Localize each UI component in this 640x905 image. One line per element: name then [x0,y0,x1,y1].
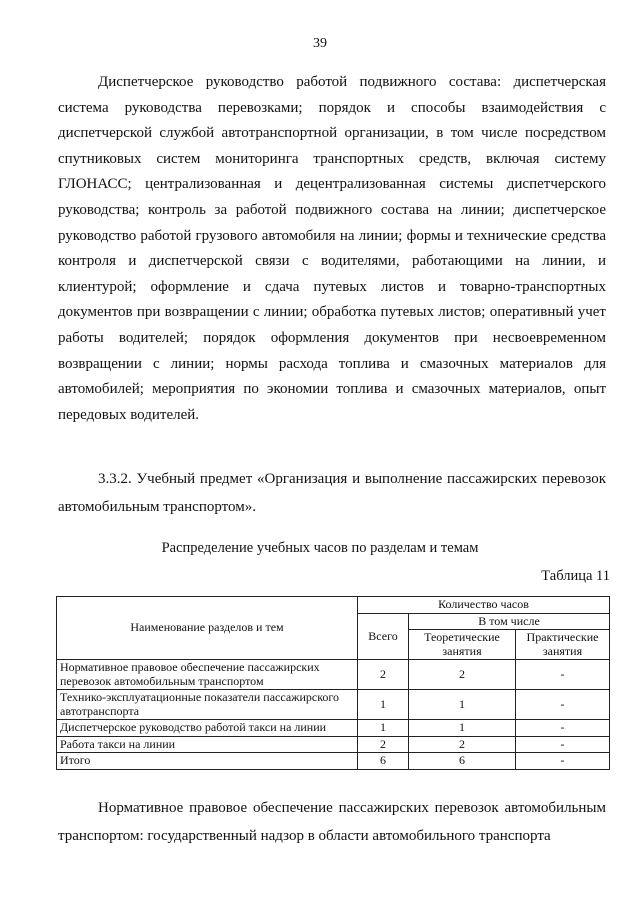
table-caption: Распределение учебных часов по разделам и темам [161,540,479,556]
table-label: Таблица 11 [541,568,610,584]
row-name: Итого [57,753,358,770]
row-theory: 1 [409,720,516,737]
row-name: Нормативное правовое обеспечение пассажирских перевозок автомобильным транспортом [57,660,358,690]
row-total: 2 [358,736,409,753]
row-theory: 2 [409,736,516,753]
table-row [57,660,610,690]
row-practice: - [516,736,610,753]
row-theory: 2 [409,660,516,690]
header-including: В том числе [409,613,610,630]
row-total: 6 [358,753,409,770]
header-practice: Практические занятия [516,630,610,660]
row-practice: - [516,720,610,737]
paragraph-dispatch-management: Диспетчерское руководство работой подвижного состава: диспетчерская система руководства перевозками; порядок и способы взаимодействия с диспетчерской службой автотранспортной организации, в том числе посредством спутниковых систем мониторинга транспортных средств, включая систему ГЛОНАСС; централизованная и децентрализованная системы диспетчерского руководства; контроль за работой подвижного состава на линии; диспетчерское руководство работой грузового автомобиля на линии; формы и технические средства контроля и диспетчерской связи с водителями, работающими на линии, и клиентурой; оформление и сдача путевых листов и товарно-транспортных документов при возвращении с линии; обработка путевых листов; оперативный учет работы водителей; порядок оформления документов при несвоевременном возвращении с линии; нормы расхода топлива и смазочных материалов для автомобилей; мероприятия по экономии топлива и смазочных материалов, опыт передовых водителей. [58,74,606,423]
row-total: 1 [358,720,409,737]
page-number: 39 [313,36,327,51]
row-theory: 1 [409,690,516,720]
table-row-total [57,753,610,770]
row-total: 1 [358,690,409,720]
row-practice: - [516,660,610,690]
row-theory: 6 [409,753,516,770]
row-name: Работа такси на линии [57,736,358,753]
paragraph-legal-framework: Нормативное правовое обеспечение пассажирских перевозок автомобильным транспортом: государственный надзор в области автомобильного транспорта [58,800,606,844]
table-row [57,720,610,737]
row-total: 2 [358,660,409,690]
table-row [57,736,610,753]
paragraph-subject-heading: 3.3.2. Учебный предмет «Организация и выполнение пассажирских перевозок автомобильным транспортом». [58,471,606,515]
hours-table [56,596,610,770]
header-name: Наименование разделов и тем [57,597,358,660]
row-practice: - [516,753,610,770]
row-name: Диспетчерское руководство работой такси на линии [57,720,358,737]
row-practice: - [516,690,610,720]
header-total: Всего [358,613,409,660]
header-hours: Количество часов [358,597,610,614]
table-row [57,690,610,720]
row-name: Технико-эксплуатационные показатели пассажирского автотранспорта [57,690,358,720]
header-theory: Теоретические занятия [409,630,516,660]
